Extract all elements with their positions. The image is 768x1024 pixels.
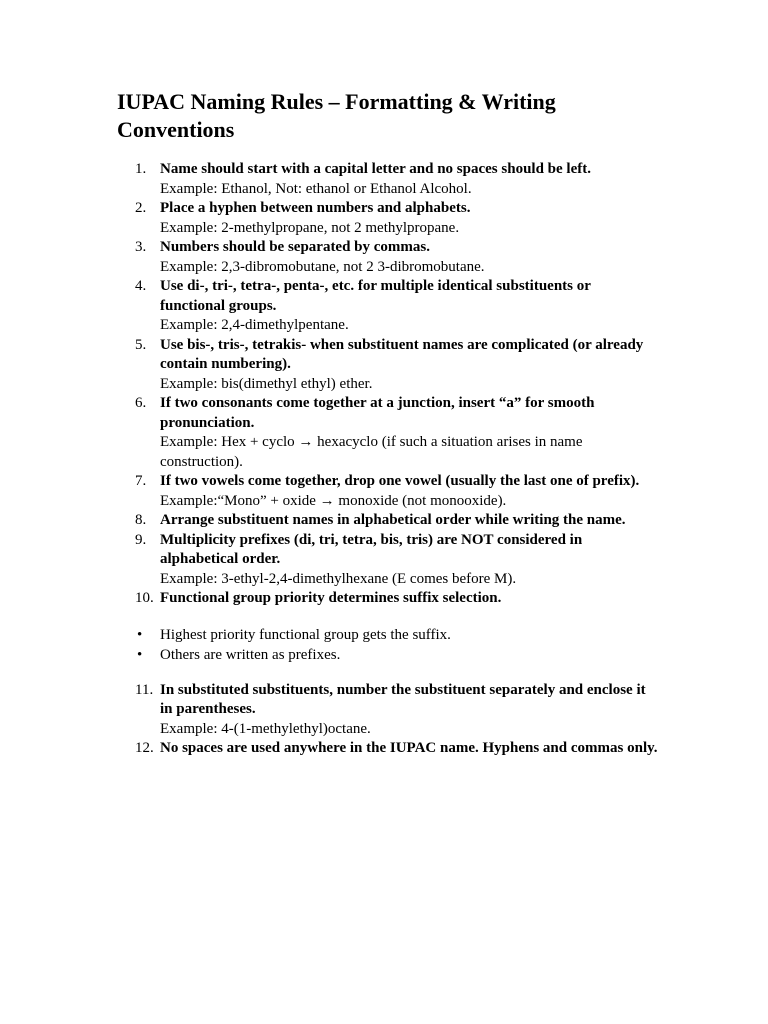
bullet-text: Others are written as prefixes. xyxy=(160,646,341,663)
rule-item-4 xyxy=(117,277,658,336)
rule-text: If two consonants come together at a junction, insert “a” for smooth pronunciation. xyxy=(160,395,595,431)
rule-text: Functional group priority determines suffix selection. xyxy=(160,590,502,606)
rules-list-part1 xyxy=(117,160,658,609)
rule-number: 4. xyxy=(135,278,147,294)
rule-item-10 xyxy=(117,589,658,609)
rule-example: Example: 4-(1-methylethyl)octane. xyxy=(160,720,371,737)
rule-number: 3. xyxy=(135,239,147,255)
rule-text: If two vowels come together, drop one vowel (usually the last one of prefix). xyxy=(160,473,640,489)
document-title: IUPAC Naming Rules – Formatting & Writing Conventions xyxy=(117,89,556,142)
rule-text: Multiplicity prefixes (di, tri, tetra, bis, tris) are NOT considered in alphabetical order. xyxy=(160,531,583,567)
rule-text: Use bis-, tris-, tetrakis- when substituent names are complicated (or already contain numbering). xyxy=(160,336,644,372)
rule-text: Numbers should be separated by commas. xyxy=(160,239,431,255)
rule-item-1 xyxy=(117,160,658,199)
rule-item-2 xyxy=(117,199,658,238)
bullet-item xyxy=(117,645,658,665)
rule-text: Arrange substituent names in alphabetical order while writing the name. xyxy=(160,512,626,528)
rule-item-9 xyxy=(117,531,658,590)
rule-number: 9. xyxy=(135,531,147,548)
rule-number: 11. xyxy=(135,681,154,698)
rule-example: Example: 2-methylpropane, not 2 methylpropane. xyxy=(160,219,460,236)
bullet-icon: • xyxy=(137,626,143,643)
rules-list-part2 xyxy=(117,681,658,759)
rule-example: Example: bis(dimethyl ethyl) ether. xyxy=(160,375,373,392)
rule-example: Example: 2,4-dimethylpentane. xyxy=(160,317,349,333)
rule-example: Example: Hex + cyclo → hexacyclo (if such a situation arises in name construction). xyxy=(160,434,583,470)
rule-number: 10. xyxy=(135,590,154,606)
rule-number: 6. xyxy=(135,395,147,411)
rule-item-5 xyxy=(117,336,658,395)
bullet-text: Highest priority functional group gets the suffix. xyxy=(160,626,451,643)
rule-number: 8. xyxy=(135,512,147,528)
rule-item-7 xyxy=(117,472,658,511)
rule-number: 5. xyxy=(135,336,147,353)
rule-text: Name should start with a capital letter and no spaces should be left. xyxy=(160,161,591,177)
rule-text: No spaces are used anywhere in the IUPAC name. Hyphens and commas only. xyxy=(160,740,658,756)
bullet-icon: • xyxy=(137,646,143,663)
rule-item-8 xyxy=(117,511,658,531)
rule-number: 7. xyxy=(135,473,147,489)
rule-example: Example:“Mono” + oxide → monoxide (not monooxide). xyxy=(160,492,507,509)
rule-item-11 xyxy=(117,681,658,740)
rule-example: Example: Ethanol, Not: ethanol or Ethanol Alcohol. xyxy=(160,180,472,197)
rule-text: In substituted substituents, number the substituent separately and enclose it in parentheses. xyxy=(160,681,646,717)
rule-item-3 xyxy=(117,238,658,277)
priority-bullet-list xyxy=(117,625,658,665)
rule-text: Place a hyphen between numbers and alphabets. xyxy=(160,200,471,216)
rule-text: Use di-, tri-, tetra-, penta-, etc. for multiple identical substituents or functional groups. xyxy=(160,278,591,314)
rule-number: 1. xyxy=(135,161,147,177)
rule-item-12 xyxy=(117,739,658,759)
rule-number: 2. xyxy=(135,200,147,216)
rule-number: 12. xyxy=(135,740,154,756)
bullet-item xyxy=(117,625,658,645)
rule-item-6 xyxy=(117,394,658,472)
rule-example: Example: 3-ethyl-2,4-dimethylhexane (E comes before M). xyxy=(160,570,517,587)
rule-example: Example: 2,3-dibromobutane, not 2 3-dibromobutane. xyxy=(160,258,485,275)
